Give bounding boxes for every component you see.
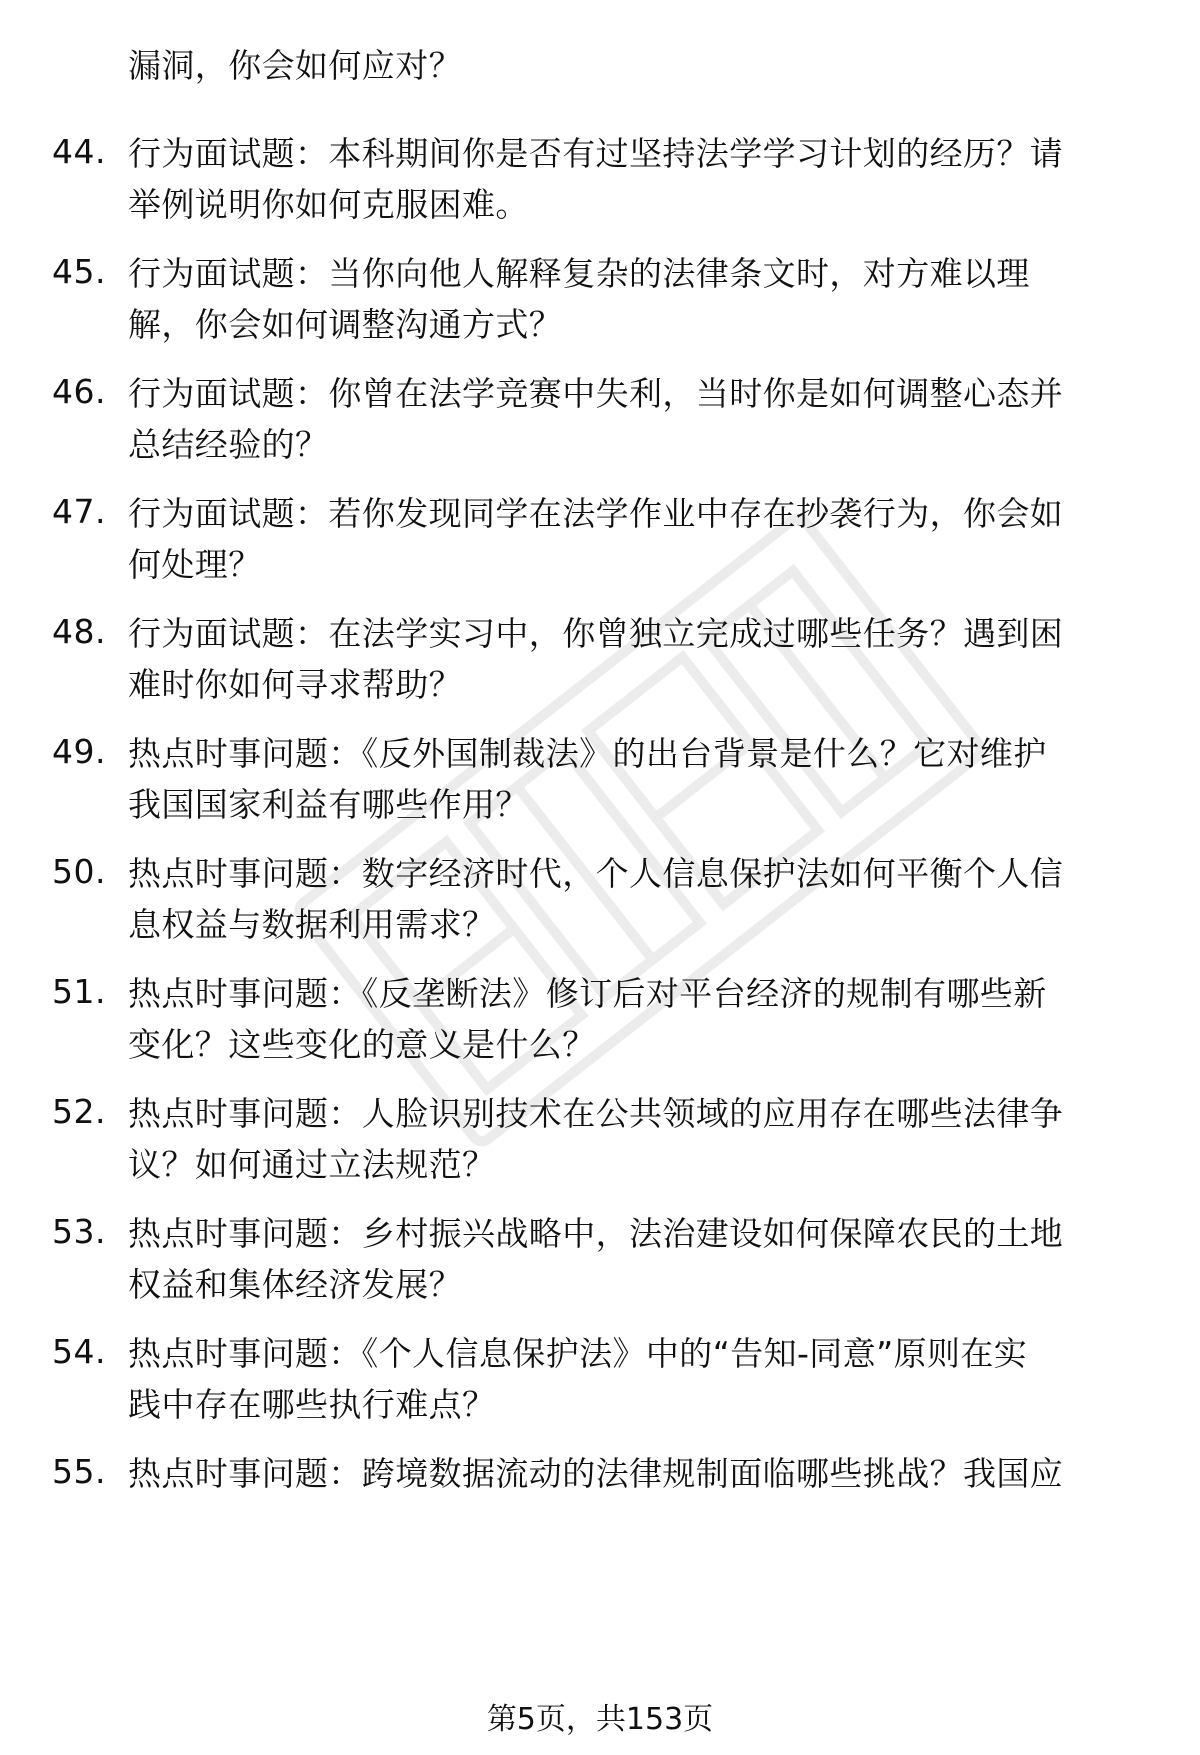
- question-text: [128, 488, 1200, 590]
- question-text: [128, 128, 1200, 230]
- question-number: 51.: [52, 972, 106, 1011]
- question-text-line: 践中存在哪些执行难点？: [128, 1385, 496, 1424]
- question-text-line: 行为面试题：当你向他人解释复杂的法律条文时，对方难以理: [128, 254, 1030, 293]
- question-number: 54.: [52, 1332, 106, 1371]
- question-text: [128, 1088, 1200, 1190]
- question-number: 49.: [52, 732, 106, 771]
- question-text: [128, 1328, 1200, 1430]
- question-text-line: 热点时事问题：数字经济时代，个人信息保护法如何平衡个人信: [128, 854, 1064, 893]
- question-text: [128, 608, 1200, 710]
- question-number: 44.: [52, 132, 106, 171]
- question-text-line: 总结经验的？: [128, 425, 329, 464]
- question-number: 47.: [52, 492, 106, 531]
- question-text: [128, 368, 1200, 470]
- question-text-line: 权益和集体经济发展？: [128, 1265, 462, 1304]
- question-text-line: 热点时事问题：《反垄断法》修订后对平台经济的规制有哪些新: [128, 974, 1047, 1013]
- question-text-line: 行为面试题：本科期间你是否有过坚持法学学习计划的经历？请: [128, 134, 1064, 173]
- question-text-line: 漏洞，你会如何应对？: [128, 46, 462, 85]
- question-text-line: 行为面试题：你曾在法学竞赛中失利，当时你是如何调整心态并: [128, 374, 1064, 413]
- question-text-line: 热点时事问题：人脸识别技术在公共领域的应用存在哪些法律争: [128, 1094, 1064, 1133]
- question-number: 52.: [52, 1092, 106, 1131]
- question-text-line: 我国国家利益有哪些作用？: [128, 785, 529, 824]
- question-text-line: 息权益与数据利用需求？: [128, 905, 496, 944]
- question-text: [128, 1208, 1200, 1310]
- question-text-line: 何处理？: [128, 545, 262, 584]
- page-footer: 第5页，共153页: [486, 1702, 714, 1737]
- question-text: [128, 1448, 1200, 1499]
- question-text-line: 热点时事问题：《反外国制裁法》的出台背景是什么？它对维护: [128, 734, 1047, 773]
- question-text: [128, 848, 1200, 950]
- question-number: 45.: [52, 252, 106, 291]
- question-number: 48.: [52, 612, 106, 651]
- question-text-line: 热点时事问题：跨境数据流动的法律规制面临哪些挑战？我国应: [128, 1454, 1064, 1493]
- question-text-line: 议？如何通过立法规范？: [128, 1145, 496, 1184]
- question-text-line: 解，你会如何调整沟通方式？: [128, 305, 563, 344]
- question-text: [128, 40, 1200, 91]
- question-text: [128, 728, 1200, 830]
- question-text-line: 难时你如何寻求帮助？: [128, 665, 462, 704]
- question-text-line: 热点时事问题：《个人信息保护法》中的“告知-同意”原则在实: [128, 1334, 1028, 1373]
- question-number: 50.: [52, 852, 106, 891]
- question-number: 46.: [52, 372, 106, 411]
- question-text-line: 变化？这些变化的意义是什么？: [128, 1025, 596, 1064]
- question-number: 53.: [52, 1212, 106, 1251]
- question-text: [128, 248, 1200, 350]
- question-text-line: 热点时事问题：乡村振兴战略中，法治建设如何保障农民的土地: [128, 1214, 1064, 1253]
- question-text-line: 行为面试题：若你发现同学在法学作业中存在抄袭行为，你会如: [128, 494, 1064, 533]
- question-number: 55.: [52, 1452, 106, 1491]
- question-text-line: 行为面试题：在法学实习中，你曾独立完成过哪些任务？遇到困: [128, 614, 1064, 653]
- question-text-line: 举例说明你如何克服困难。: [128, 185, 529, 224]
- question-text: [128, 968, 1200, 1070]
